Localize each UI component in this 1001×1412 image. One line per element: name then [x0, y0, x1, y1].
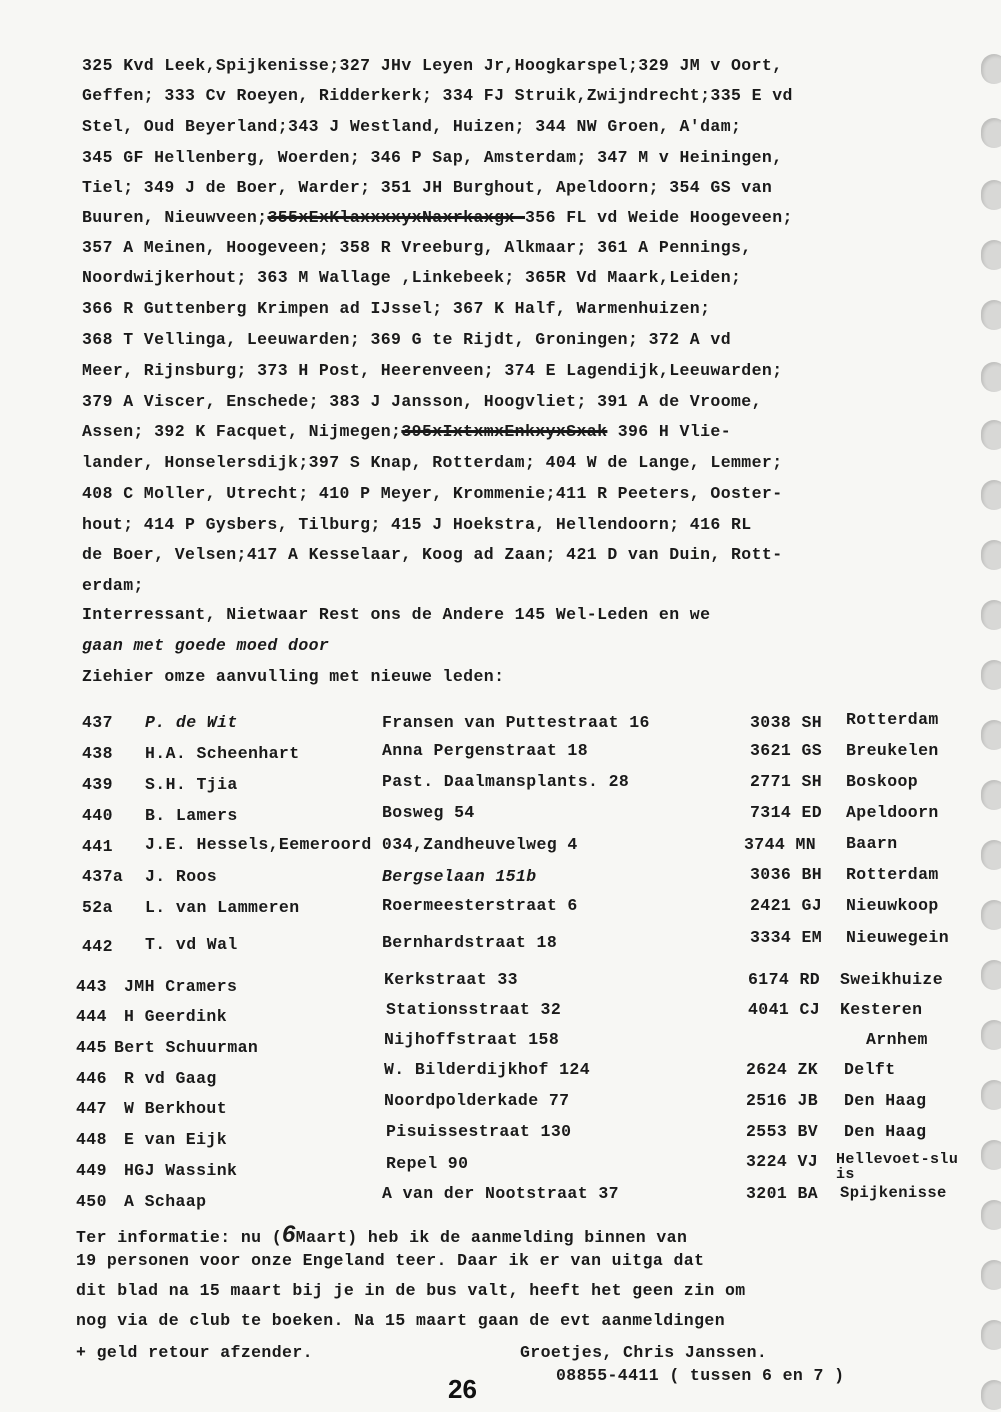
binder-holes: [971, 0, 1001, 1412]
text-segment: 396 H Vlie-: [607, 422, 732, 441]
member-postal: 2771 SH: [750, 772, 823, 791]
text-line: 366 R Guttenberg Krimpen ad IJssel; 367 K Half, Warmenhuizen;: [82, 299, 711, 318]
binder-hole: [981, 240, 1001, 270]
binder-hole: [981, 840, 1001, 870]
text-segment: Ter informatie: nu (: [76, 1228, 283, 1247]
member-postal: 3038 SH: [750, 713, 823, 732]
member-number: 447: [76, 1099, 107, 1118]
member-number: 443: [76, 977, 107, 996]
member-city: Kesteren: [840, 1000, 923, 1019]
binder-hole: [981, 480, 1001, 510]
text-segment: 356 FL vd Weide Hoogeveen;: [524, 208, 793, 227]
member-postal: 2421 GJ: [750, 896, 823, 915]
closing-line: [76, 1221, 687, 1249]
member-postal: 3744 MN: [744, 835, 817, 854]
member-street: W. Bilderdijkhof 124: [384, 1060, 591, 1079]
member-name: B. Lamers: [145, 806, 238, 825]
text-line: Tiel; 349 J de Boer, Warder; 351 JH Burghout, Apeldoorn; 354 GS van: [82, 178, 773, 197]
member-name: W Berkhout: [124, 1099, 228, 1118]
member-city: Arnhem: [866, 1030, 928, 1049]
text-line: Meer, Rijnsburg; 373 H Post, Heerenveen; 374 E Lagendijk,Leeuwarden;: [82, 361, 783, 380]
member-city: Rotterdam: [846, 865, 939, 884]
member-number: 448: [76, 1130, 107, 1149]
member-name: H.A. Scheenhart: [145, 744, 300, 763]
member-name: JMH Cramers: [124, 977, 238, 996]
binder-hole: [981, 900, 1001, 930]
member-postal: 3224 VJ: [746, 1152, 819, 1171]
text-line: Geffen; 333 Cv Roeyen, Ridderkerk; 334 FJ Struik,Zwijndrecht;335 E vd: [82, 86, 793, 105]
binder-hole: [981, 300, 1001, 330]
member-number: 450: [76, 1192, 107, 1211]
text-line: lander, Honselersdijk;397 S Knap, Rotterdam; 404 W de Lange, Lemmer;: [82, 453, 783, 472]
text-line: Ziehier omze aanvulling met nieuwe leden:: [82, 667, 505, 686]
binder-hole: [981, 1260, 1001, 1290]
member-street: Bosweg 54: [382, 803, 475, 822]
member-postal: 3334 EM: [750, 928, 823, 947]
member-name: J.E. Hessels,Eemeroord 034,Zandheuvelweg 4: [145, 835, 578, 854]
member-city: Hellevoet-sluis: [836, 1151, 959, 1183]
member-street: Repel 90: [386, 1154, 469, 1173]
text-line: Stel, Oud Beyerland;343 J Westland, Huizen; 344 NW Groen, A'dam;: [82, 117, 742, 136]
member-name: E van Eijk: [124, 1130, 228, 1149]
member-postal: 2553 BV: [746, 1122, 819, 1141]
binder-hole: [981, 362, 1001, 392]
member-street: Kerkstraat 33: [384, 970, 518, 989]
member-name: L. van Lammeren: [145, 898, 300, 917]
text-line: [82, 422, 731, 441]
closing-line: nog via de club te boeken. Na 15 maart gaan de evt aanmeldingen: [76, 1311, 726, 1330]
member-number: 445: [76, 1038, 107, 1057]
member-number: 441: [82, 837, 113, 856]
text-line: 357 A Meinen, Hoogeveen; 358 R Vreeburg, Alkmaar; 361 A Pennings,: [82, 238, 752, 257]
text-line: erdam;: [82, 576, 144, 595]
binder-hole: [981, 118, 1001, 148]
text-segment: Assen; 392 K Facquet, Nijmegen;: [82, 422, 402, 441]
binder-hole: [981, 1140, 1001, 1170]
member-postal: 3201 BA: [746, 1184, 819, 1203]
closing-line: dit blad na 15 maart bij je in de bus valt, heeft het geen zin om: [76, 1281, 746, 1300]
member-name: H Geerdink: [124, 1007, 228, 1026]
binder-hole: [981, 180, 1001, 210]
member-city: Spijkenisse: [840, 1184, 947, 1202]
member-number: 442: [82, 937, 113, 956]
member-number: 449: [76, 1161, 107, 1180]
text-line: 368 T Vellinga, Leeuwarden; 369 G te Rijdt, Groningen; 372 A vd: [82, 330, 732, 349]
binder-hole: [981, 540, 1001, 570]
closing-line: + geld retour afzender.: [76, 1343, 313, 1362]
text-line: Noordwijkerhout; 363 M Wallage ,Linkebeek; 365R Vd Maark,Leiden;: [82, 268, 742, 287]
member-number: 52a: [82, 898, 113, 917]
member-name: HGJ Wassink: [124, 1161, 238, 1180]
binder-hole: [981, 600, 1001, 630]
text-line: 379 A Viscer, Enschede; 383 J Jansson, Hoogvliet; 391 A de Vroome,: [82, 392, 762, 411]
binder-hole: [981, 780, 1001, 810]
member-name: P. de Wit: [145, 713, 238, 732]
member-city: Delft: [844, 1060, 896, 1079]
text-line: Interressant, Nietwaar Rest ons de Andere 145 Wel-Leden en we: [82, 605, 711, 624]
binder-hole: [981, 1380, 1001, 1410]
binder-hole: [981, 720, 1001, 750]
binder-hole: [981, 1020, 1001, 1050]
member-street: Past. Daalmansplants. 28: [382, 772, 630, 791]
signature-line: Groetjes, Chris Janssen.: [520, 1343, 768, 1362]
member-city: Den Haag: [844, 1122, 927, 1141]
member-name: J. Roos: [145, 867, 218, 886]
page-number: 26: [448, 1374, 477, 1404]
member-name: R vd Gaag: [124, 1069, 217, 1088]
member-street: Nijhoffstraat 158: [384, 1030, 560, 1049]
binder-hole: [981, 960, 1001, 990]
member-number: 439: [82, 775, 113, 794]
binder-hole: [981, 54, 1001, 84]
binder-hole: [981, 660, 1001, 690]
member-street: Anna Pergenstraat 18: [382, 741, 589, 760]
member-street: Noordpolderkade 77: [384, 1091, 570, 1110]
member-city: Breukelen: [846, 741, 939, 760]
member-street: A van der Nootstraat 37: [382, 1184, 619, 1203]
member-street: Roermeesterstraat 6: [382, 896, 578, 915]
member-street: Bergselaan 151b: [382, 867, 537, 886]
member-street: Bernhardstraat 18: [382, 933, 558, 952]
text-line: [82, 208, 793, 227]
member-name: A Schaap: [124, 1192, 207, 1211]
member-street: Pisuissestraat 130: [386, 1122, 572, 1141]
member-street: Fransen van Puttestraat 16: [382, 713, 650, 732]
binder-hole: [981, 1320, 1001, 1350]
member-postal: 3621 GS: [750, 741, 823, 760]
text-line: 325 Kvd Leek,Spijkenisse;327 JHv Leyen Jr,Hoogkarspel;329 JM v Oort,: [82, 56, 783, 75]
text-line: de Boer, Velsen;417 A Kesselaar, Koog ad Zaan; 421 D van Duin, Rott-: [82, 545, 783, 564]
binder-hole: [981, 420, 1001, 450]
member-city: Apeldoorn: [846, 803, 939, 822]
member-number: 440: [82, 806, 113, 825]
member-name: S.H. Tjia: [145, 775, 238, 794]
member-postal: 4041 CJ: [748, 1000, 821, 1019]
member-city: Den Haag: [844, 1091, 927, 1110]
handwritten-digit: 6: [282, 1221, 296, 1248]
phone-line: 08855-4411 ( tussen 6 en 7 ): [556, 1366, 845, 1385]
member-name: Bert Schuurman: [114, 1038, 259, 1057]
struck-text: 395xIxtxmxEnkxyxSxak: [401, 422, 608, 441]
text-segment: Buuren, Nieuwveen;: [82, 208, 268, 227]
text-segment: Maart) heb ik de aanmelding binnen van: [295, 1228, 688, 1247]
struck-text: 355xExKlaxxxxyxNaxrkaxgx: [267, 208, 525, 227]
member-city: Sweikhuize: [840, 970, 944, 989]
text-line: 408 C Moller, Utrecht; 410 P Meyer, Krommenie;411 R Peeters, Ooster-: [82, 484, 783, 503]
member-number: 437: [82, 713, 113, 732]
text-line: gaan met goede moed door: [82, 636, 330, 655]
member-postal: 3036 BH: [750, 865, 823, 884]
member-name: T. vd Wal: [145, 935, 238, 954]
binder-hole: [981, 1200, 1001, 1230]
member-city: Rotterdam: [846, 710, 939, 729]
text-line: 345 GF Hellenberg, Woerden; 346 P Sap, Amsterdam; 347 M v Heiningen,: [82, 148, 783, 167]
member-number: 446: [76, 1069, 107, 1088]
member-street: Stationsstraat 32: [386, 1000, 562, 1019]
member-number: 438: [82, 744, 113, 763]
member-city: Boskoop: [846, 772, 919, 791]
text-line: hout; 414 P Gysbers, Tilburg; 415 J Hoekstra, Hellendoorn; 416 RL: [82, 515, 752, 534]
member-city: Nieuwegein: [846, 928, 950, 947]
member-postal: 2624 ZK: [746, 1060, 819, 1079]
member-postal: 2516 JB: [746, 1091, 819, 1110]
member-city: Nieuwkoop: [846, 896, 939, 915]
member-city: Baarn: [846, 834, 898, 853]
member-postal: 6174 RD: [748, 970, 821, 989]
member-postal: 7314 ED: [750, 803, 823, 822]
closing-line: 19 personen voor onze Engeland teer. Daar ik er van uitga dat: [76, 1251, 705, 1270]
member-number: 437a: [82, 867, 124, 886]
binder-hole: [981, 1080, 1001, 1110]
member-number: 444: [76, 1007, 107, 1026]
